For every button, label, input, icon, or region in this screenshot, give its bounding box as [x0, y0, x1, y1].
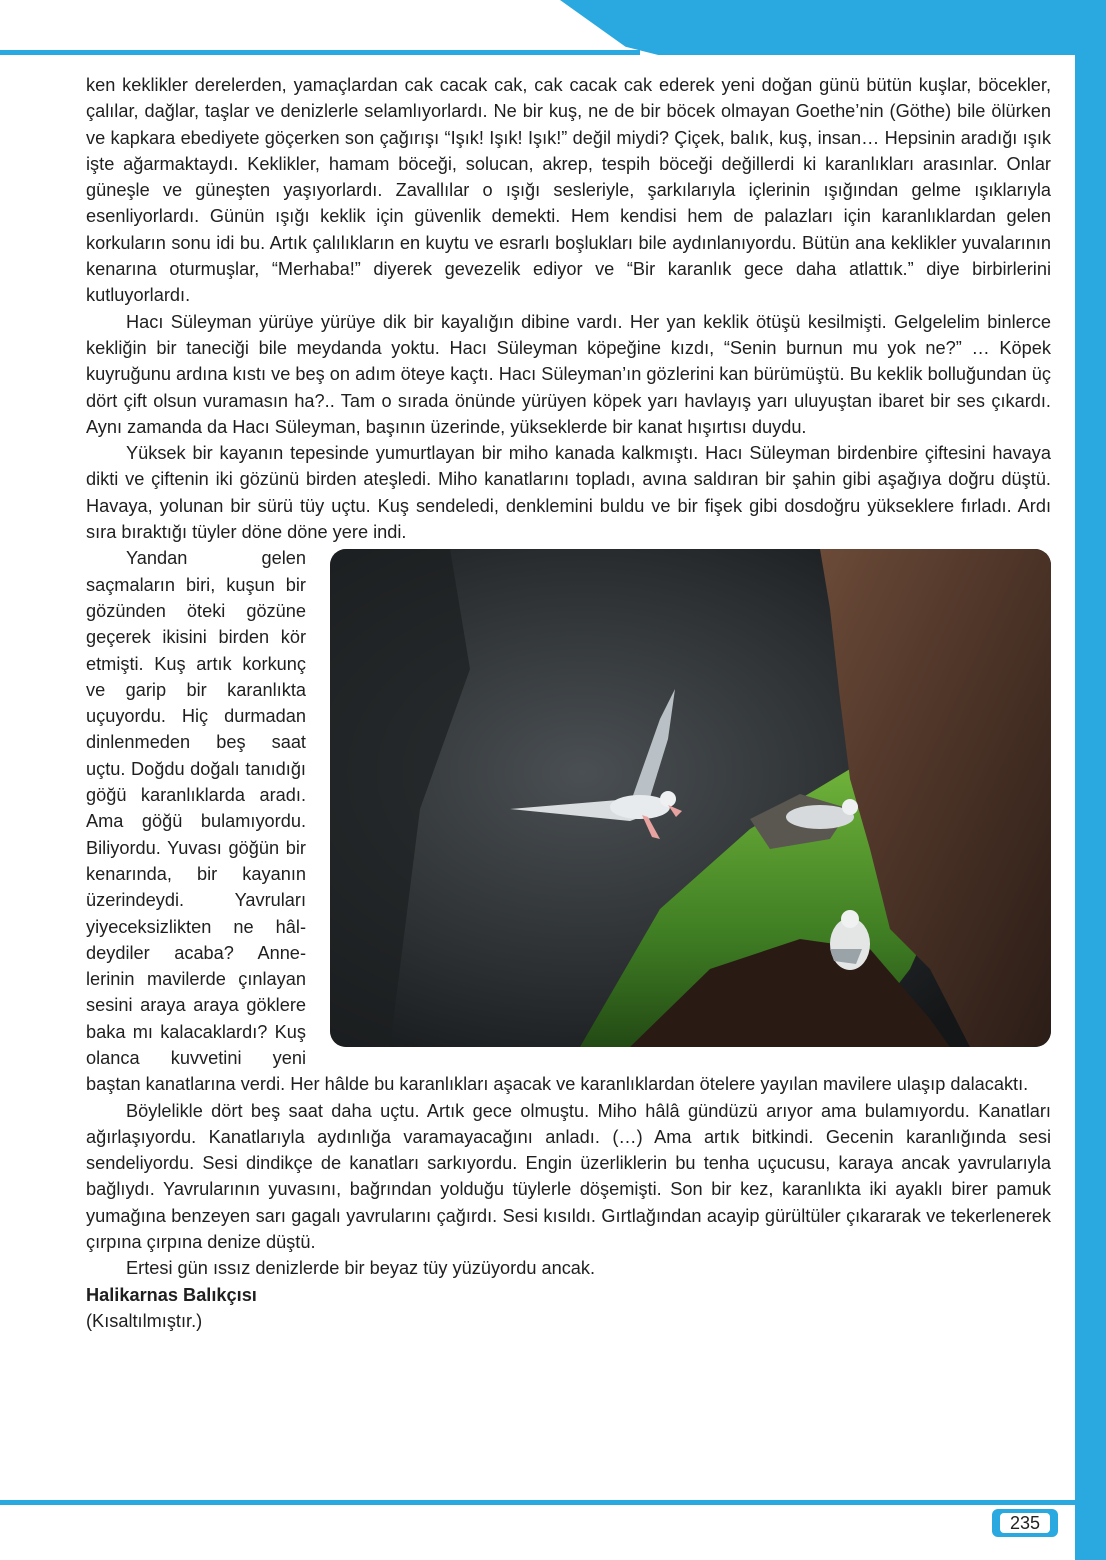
- author-name: Halikarnas Balıkçısı: [86, 1284, 257, 1305]
- paragraph-5: Böylelikle dört beş saat daha uçtu. Artık gece olmuştu. Miho hâlâ gündüzü arıyor ama bulamıyordu. Kanatları ağırlaşıyordu. Kanatlarıyla aydınlığa varamayacağını anladı. (…) Ama artık bitkindi. Gecenin karanlığında sesi sendeliyordu. Sesi dindikçe de kanatları sarkıyordu. Engin üzerliklerin bu tenha uçucusu, karaya ancak yavrularıyla bağlıydı. Yavrularının yuvasını, bağrından yolduğu tüylerle döşemişti. Son bir kez, karanlıkta iki ayaklı birer pamuk yumağına benzeyen sarı gagalı yavrularını çağırdı. Sesi kısıldı. Gırtlağından acayip gürültüler çıkararak ve tekerlenerek çırpına çırpına denize düştü.: [86, 1100, 1051, 1253]
- page-number-badge: [992, 1509, 1058, 1537]
- seabird-cliff-photo: [330, 549, 1051, 1047]
- story-text: [86, 72, 1051, 1334]
- paragraph-1: ken keklikler derelerden, yamaçlardan cak cacak cak, cak cacak cak ederek yeni doğan günü bütün kuşlar, böcekler, çalılar, dağlar, taşlar ve denizlerle selamlıyorlardı. Ne bir kuş, ne de bir böcek olmayan Goethe’nin (Göthe) bile ölürken ve kapkara ebediyete göçerken son çağırışı “Işık! Işık! Işık!” değil miydi? Çiçek, balık, kuş, insan… Hepsinin aradığı ışık işte ağarmaktaydı. Keklikler, hamam böceği, solucan, akrep, tespih böceği değillerdi ki karanlıkları arasınlar. Onlar güneşle ve güneşten yaşıyorlardı. Zavallılar o ışığı sesleriyle, şarkılarıyla içlerinin ışığından gelme ışıklarıyla esenliyorlardı. Günün ışığı keklik için güvenlik demekti. Hem kendisi hem de palazları için karanlıklardan gelen korkuların sonu idi bu. Artık çalılıkların en kuytu ve esrarlı boşlukları bile aydınlanıyordu. Bütün ana keklikler yuvalarının kenarına oturmuşlar, “Merhaba!” diyerek gevezelik ediyor ve “Bir karanlık gece daha atlattık.” diye birbirlerini kutluyorlardı.: [86, 75, 1051, 306]
- page-number: 235: [1000, 1513, 1050, 1533]
- paragraph-4: Yandan gelen saçmaların biri, kuşun bir gözünden öteki gözüne geçerek ikisini birden kör etmişti. Kuş artık korkunç ve garip bir karanlıkta uçuyordu. Hiç durmadan dinlenmeden beş saat uçtu. Doğdu doğalı tanıdığı göğü karanlıklarda aradı. Ama göğü bulamıyordu. Biliyordu. Yuvası göğün bir kenarında, bir kayanın üzerindeydi. Yavruları yiyeceksizlikten ne hâldeydiler acaba? Annelerinin mavilerde çınlayan sesini araya araya göklere baka mı kalacaklardı? Kuş olanca kuvvetini yeni baştan kanatlarına verdi. Her hâlde bu karanlıkları aşacak ve karanlıklardan ötelere yayılan mavilere ulaşıp dalacaktı.: [86, 548, 1029, 1095]
- paragraph-2: Hacı Süleyman yürüye yürüye dik bir kayalığın dibine vardı. Her yan keklik ötüşü kesilmişti. Gelgelelim binlerce kekliğin bir taneciği bile meydanda yoktu. Hacı Süleyman köpeğine kızdı, “Senin burnun mu yok ne?” … Köpek kuyruğunu ardına kıstı ve beş on adım öteye kaçtı. Hacı Süleyman’ın gözlerini kan bürümüştü. Bu keklik bolluğundan üç dört çift olsun vuramasın ha?.. Tam o sırada önünde yürüyen köpek yarı havlayış yarı uluyuştan ibaret bir ses çıkardı. Aynı zamanda da Hacı Süleyman, başının üzerinde, yükseklerde bir kanat hışırtısı duydu.: [86, 311, 1051, 437]
- abridged-note: (Kısaltılmıştır.): [86, 1310, 203, 1331]
- paragraph-3: Yüksek bir kayanın tepesinde yumurtlayan bir miho kanada kalkmıştı. Hacı Süleyman birdenbire çiftesini havaya dikti ve çiftenin iki gözünü birden ateşledi. Miho kanatlarını topladı, avına saldıran bir şahin gibi aşağıya doğru düştü. Havaya, yolunan bir sürü tüy uçtu. Kuş sendeledi, denklemini buldu ve bir fişek gibi dosdoğru yükseklere fırladı. Ardı sıra bıraktığı tüyler döne döne yere indi.: [86, 443, 1051, 543]
- header-rule: [0, 50, 640, 55]
- right-margin-strip: [1075, 0, 1106, 1560]
- header-decoration: [560, 0, 1106, 55]
- footer-rule: [0, 1500, 1075, 1505]
- paragraph-6: Ertesi gün ıssız denizlerde bir beyaz tüy yüzüyordu ancak.: [126, 1258, 596, 1279]
